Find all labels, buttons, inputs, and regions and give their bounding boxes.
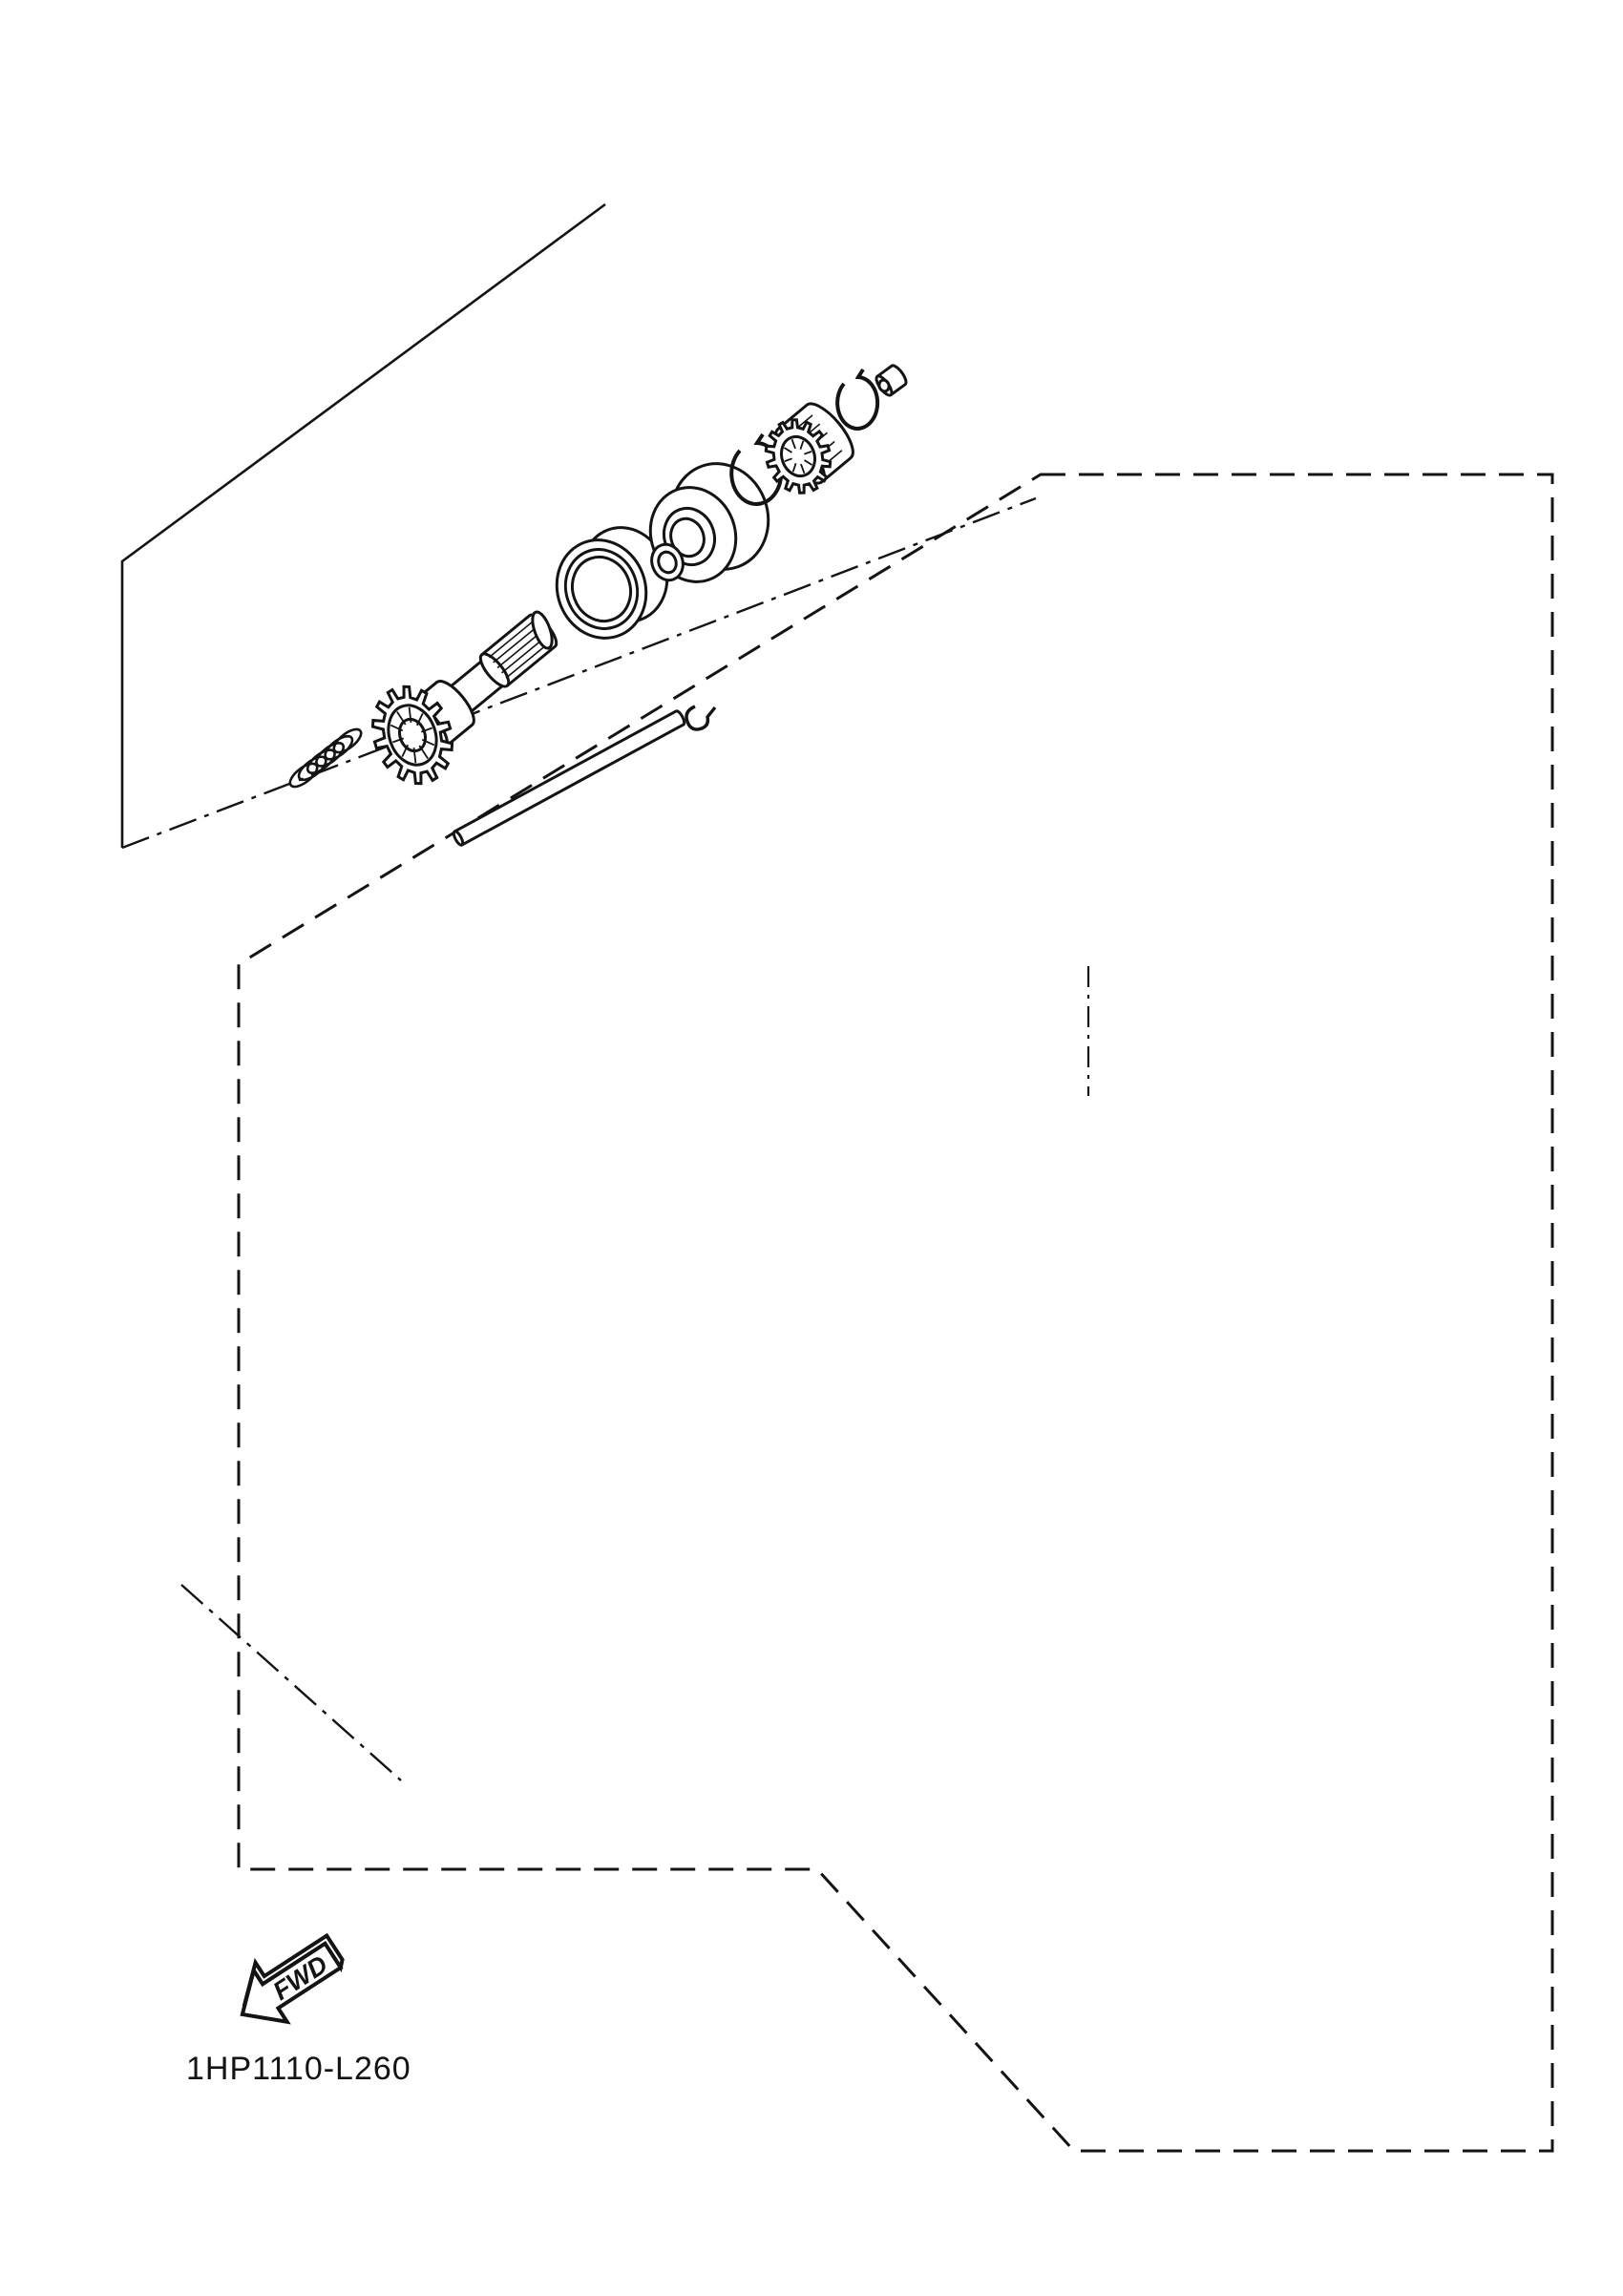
- part-39-coupling-gear: [756, 397, 861, 502]
- fwd-arrow: [222, 1922, 354, 2040]
- part-44-clip: [686, 706, 715, 729]
- subassembly-box-line: [122, 204, 605, 848]
- part-36-spring: [286, 726, 365, 791]
- parts-layer: [286, 364, 909, 847]
- fwd-label: FWD: [267, 1949, 333, 2007]
- part-37-drive-pinion-shaft: [360, 609, 561, 794]
- part-38-circlip: [837, 369, 877, 429]
- part-42-joint-cup: [638, 450, 784, 594]
- part-43-shift-rod: [453, 710, 686, 847]
- boundary-layer: [122, 204, 1552, 2151]
- part-45-cap: [874, 364, 909, 398]
- drawing-code: 1HP1110-L260: [186, 2051, 411, 2087]
- chain-line-lower-left: [181, 1585, 401, 1780]
